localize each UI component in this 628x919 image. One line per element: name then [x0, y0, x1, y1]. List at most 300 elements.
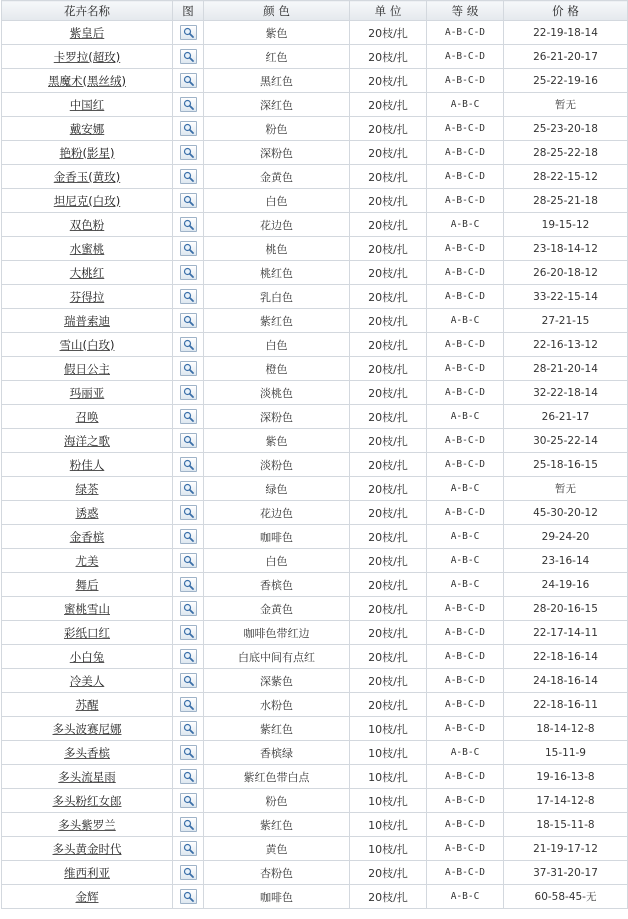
- magnifier-icon[interactable]: [180, 361, 197, 376]
- table-row: [2, 765, 628, 789]
- grade-cell: A-B-C-D: [427, 837, 504, 861]
- flower-name-cell: [2, 237, 173, 261]
- grade-cell: A-B-C-D: [427, 693, 504, 717]
- image-cell: [173, 573, 204, 597]
- flower-name-link[interactable]: 尤美: [75, 553, 99, 568]
- unit-cell: 20枝/扎: [350, 285, 427, 309]
- header-price: 价 格: [504, 1, 628, 21]
- magnifier-icon[interactable]: [180, 793, 197, 808]
- magnifier-icon[interactable]: [180, 865, 197, 880]
- price-cell: 28-21-20-14: [504, 357, 628, 381]
- color-cell: 紫红色带白点: [204, 765, 350, 789]
- image-cell: [173, 21, 204, 45]
- image-cell: [173, 765, 204, 789]
- flower-name-cell: [2, 93, 173, 117]
- unit-cell: 20枝/扎: [350, 93, 427, 117]
- table-row: [2, 741, 628, 765]
- image-cell: [173, 885, 204, 909]
- flower-name-link[interactable]: 多头波赛尼娜: [52, 721, 122, 736]
- flower-name-link[interactable]: 瑞普索迪: [64, 313, 110, 328]
- price-cell: 25-23-20-18: [504, 117, 628, 141]
- flower-name-link[interactable]: 金香槟: [69, 529, 105, 544]
- color-cell: 杏粉色: [204, 861, 350, 885]
- unit-cell: 10枝/扎: [350, 813, 427, 837]
- color-cell: 咖啡色: [204, 525, 350, 549]
- flower-name-cell: [2, 405, 173, 429]
- color-cell: 黑红色: [204, 69, 350, 93]
- grade-cell: A-B-C-D: [427, 645, 504, 669]
- color-cell: 黄色: [204, 837, 350, 861]
- price-cell: 26-21-17: [504, 405, 628, 429]
- flower-name-link[interactable]: 召唤: [75, 409, 99, 424]
- unit-cell: 20枝/扎: [350, 885, 427, 909]
- table-row: [2, 21, 628, 45]
- flower-name-cell: [2, 645, 173, 669]
- color-cell: 深紫色: [204, 669, 350, 693]
- flower-name-link[interactable]: 玛丽亚: [69, 385, 105, 400]
- magnifier-icon[interactable]: [180, 409, 197, 424]
- grade-cell: A-B-C-D: [427, 717, 504, 741]
- flower-name-link[interactable]: 戴安娜: [69, 121, 105, 136]
- image-cell: [173, 381, 204, 405]
- flower-name-link[interactable]: 多头黄金时代: [52, 841, 122, 856]
- price-cell: 32-22-18-14: [504, 381, 628, 405]
- image-cell: [173, 549, 204, 573]
- magnifier-icon[interactable]: [180, 169, 197, 184]
- unit-cell: 10枝/扎: [350, 789, 427, 813]
- image-cell: [173, 237, 204, 261]
- flower-name-cell: [2, 165, 173, 189]
- price-cell: 33-22-15-14: [504, 285, 628, 309]
- magnifier-icon[interactable]: [180, 241, 197, 256]
- flower-name-link[interactable]: 蜜桃雪山: [64, 601, 110, 616]
- flower-name-cell: [2, 693, 173, 717]
- color-cell: 紫色: [204, 429, 350, 453]
- unit-cell: 20枝/扎: [350, 141, 427, 165]
- price-cell: 26-20-18-12: [504, 261, 628, 285]
- grade-cell: A-B-C-D: [427, 813, 504, 837]
- color-cell: 桃红色: [204, 261, 350, 285]
- flower-name-link[interactable]: 多头紫罗兰: [58, 817, 116, 832]
- magnifier-icon[interactable]: [180, 433, 197, 448]
- table-row: [2, 69, 628, 93]
- image-cell: [173, 837, 204, 861]
- grade-cell: A-B-C: [427, 405, 504, 429]
- grade-cell: A-B-C: [427, 741, 504, 765]
- flower-name-cell: [2, 837, 173, 861]
- magnifier-icon[interactable]: [180, 745, 197, 760]
- grade-cell: A-B-C-D: [427, 141, 504, 165]
- flower-name-link[interactable]: 冷美人: [69, 673, 105, 688]
- table-row: [2, 141, 628, 165]
- flower-name-cell: [2, 309, 173, 333]
- flower-price-table: [1, 0, 628, 909]
- image-cell: [173, 597, 204, 621]
- magnifier-icon[interactable]: [180, 25, 197, 40]
- grade-cell: A-B-C-D: [427, 861, 504, 885]
- price-cell: 25-22-19-16: [504, 69, 628, 93]
- grade-cell: A-B-C-D: [427, 621, 504, 645]
- price-cell: 23-16-14: [504, 549, 628, 573]
- unit-cell: 20枝/扎: [350, 573, 427, 597]
- color-cell: 淡粉色: [204, 453, 350, 477]
- grade-cell: A-B-C-D: [427, 765, 504, 789]
- price-cell: 22-18-16-11: [504, 693, 628, 717]
- unit-cell: 20枝/扎: [350, 645, 427, 669]
- color-cell: 紫红色: [204, 813, 350, 837]
- table-row: [2, 285, 628, 309]
- flower-name-link[interactable]: 粉佳人: [69, 457, 105, 472]
- magnifier-icon[interactable]: [180, 841, 197, 856]
- price-cell: 29-24-20: [504, 525, 628, 549]
- price-cell: 27-21-15: [504, 309, 628, 333]
- image-cell: [173, 741, 204, 765]
- table-row: [2, 261, 628, 285]
- table-row: [2, 501, 628, 525]
- unit-cell: 10枝/扎: [350, 741, 427, 765]
- unit-cell: 20枝/扎: [350, 597, 427, 621]
- magnifier-icon[interactable]: [180, 265, 197, 280]
- table-row: [2, 549, 628, 573]
- magnifier-icon[interactable]: [180, 481, 197, 496]
- image-cell: [173, 669, 204, 693]
- price-cell: 24-18-16-14: [504, 669, 628, 693]
- price-cell: 28-25-22-18: [504, 141, 628, 165]
- table-row: [2, 357, 628, 381]
- image-cell: [173, 165, 204, 189]
- table-row: [2, 645, 628, 669]
- table-row: [2, 789, 628, 813]
- flower-name-link[interactable]: 绿茶: [75, 481, 99, 496]
- unit-cell: 20枝/扎: [350, 525, 427, 549]
- image-cell: [173, 69, 204, 93]
- unit-cell: 10枝/扎: [350, 717, 427, 741]
- image-cell: [173, 93, 204, 117]
- flower-name-cell: [2, 381, 173, 405]
- table-row: [2, 813, 628, 837]
- image-cell: [173, 45, 204, 69]
- color-cell: 花边色: [204, 213, 350, 237]
- color-cell: 香槟色: [204, 573, 350, 597]
- flower-name-link[interactable]: 雪山(白玫): [59, 337, 115, 352]
- flower-name-cell: [2, 21, 173, 45]
- image-cell: [173, 141, 204, 165]
- table-row: [2, 885, 628, 909]
- unit-cell: 20枝/扎: [350, 453, 427, 477]
- grade-cell: A-B-C-D: [427, 165, 504, 189]
- flower-name-cell: [2, 453, 173, 477]
- color-cell: 白色: [204, 189, 350, 213]
- flower-name-cell: [2, 717, 173, 741]
- flower-name-link[interactable]: 中国红: [69, 97, 105, 112]
- unit-cell: 20枝/扎: [350, 693, 427, 717]
- image-cell: [173, 429, 204, 453]
- flower-name-link[interactable]: 双色粉: [69, 217, 105, 232]
- grade-cell: A-B-C: [427, 573, 504, 597]
- grade-cell: A-B-C: [427, 93, 504, 117]
- unit-cell: 20枝/扎: [350, 117, 427, 141]
- flower-name-cell: [2, 213, 173, 237]
- magnifier-icon[interactable]: [180, 697, 197, 712]
- color-cell: 绿色: [204, 477, 350, 501]
- flower-name-link[interactable]: 大桃红: [69, 265, 105, 280]
- magnifier-icon[interactable]: [180, 217, 197, 232]
- flower-name-cell: [2, 141, 173, 165]
- flower-name-cell: [2, 45, 173, 69]
- image-cell: [173, 189, 204, 213]
- unit-cell: 20枝/扎: [350, 477, 427, 501]
- flower-name-cell: [2, 285, 173, 309]
- grade-cell: A-B-C: [427, 549, 504, 573]
- color-cell: 深红色: [204, 93, 350, 117]
- table-row: [2, 717, 628, 741]
- flower-name-cell: [2, 333, 173, 357]
- unit-cell: 20枝/扎: [350, 45, 427, 69]
- magnifier-icon[interactable]: [180, 73, 197, 88]
- magnifier-icon[interactable]: [180, 457, 197, 472]
- grade-cell: A-B-C-D: [427, 453, 504, 477]
- image-cell: [173, 333, 204, 357]
- table-row: [2, 405, 628, 429]
- price-cell: 暂无: [504, 477, 628, 501]
- color-cell: 金黄色: [204, 165, 350, 189]
- unit-cell: 20枝/扎: [350, 21, 427, 45]
- magnifier-icon[interactable]: [180, 49, 197, 64]
- price-cell: 17-14-12-8: [504, 789, 628, 813]
- magnifier-icon[interactable]: [180, 505, 197, 520]
- flower-name-cell: [2, 69, 173, 93]
- image-cell: [173, 621, 204, 645]
- magnifier-icon[interactable]: [180, 889, 197, 904]
- image-cell: [173, 525, 204, 549]
- unit-cell: 20枝/扎: [350, 165, 427, 189]
- grade-cell: A-B-C-D: [427, 357, 504, 381]
- unit-cell: 10枝/扎: [350, 765, 427, 789]
- table-row: [2, 573, 628, 597]
- color-cell: 水粉色: [204, 693, 350, 717]
- color-cell: 紫色: [204, 21, 350, 45]
- image-cell: [173, 645, 204, 669]
- table-row: [2, 333, 628, 357]
- table-row: [2, 381, 628, 405]
- color-cell: 粉色: [204, 117, 350, 141]
- magnifier-icon[interactable]: [180, 97, 197, 112]
- flower-name-link[interactable]: 苏醒: [75, 697, 99, 712]
- flower-name-link[interactable]: 海洋之歌: [64, 433, 110, 448]
- image-cell: [173, 813, 204, 837]
- flower-name-cell: [2, 861, 173, 885]
- flower-name-link[interactable]: 维西利亚: [64, 865, 110, 880]
- color-cell: 金黄色: [204, 597, 350, 621]
- magnifier-icon[interactable]: [180, 337, 197, 352]
- unit-cell: 20枝/扎: [350, 309, 427, 333]
- color-cell: 白色: [204, 549, 350, 573]
- header-image: 图: [173, 1, 204, 21]
- header-grade: 等 级: [427, 1, 504, 21]
- flower-name-cell: [2, 573, 173, 597]
- price-cell: 30-25-22-14: [504, 429, 628, 453]
- image-cell: [173, 861, 204, 885]
- flower-name-link[interactable]: 紫皇后: [69, 25, 105, 40]
- color-cell: 紫红色: [204, 309, 350, 333]
- flower-name-link[interactable]: 卡罗拉(超玫): [53, 49, 121, 64]
- unit-cell: 20枝/扎: [350, 213, 427, 237]
- magnifier-icon[interactable]: [180, 601, 197, 616]
- header-unit: 单 位: [350, 1, 427, 21]
- flower-name-link[interactable]: 诱惑: [75, 505, 99, 520]
- color-cell: 淡桃色: [204, 381, 350, 405]
- table-row: [2, 837, 628, 861]
- flower-name-link[interactable]: 黑魔术(黑丝绒): [48, 73, 126, 88]
- flower-name-link[interactable]: 多头香槟: [64, 745, 110, 760]
- grade-cell: A-B-C-D: [427, 117, 504, 141]
- flower-name-link[interactable]: 舞后: [75, 577, 99, 592]
- grade-cell: A-B-C-D: [427, 45, 504, 69]
- image-cell: [173, 693, 204, 717]
- flower-name-cell: [2, 597, 173, 621]
- magnifier-icon[interactable]: [180, 577, 197, 592]
- color-cell: 咖啡色带红边: [204, 621, 350, 645]
- grade-cell: A-B-C-D: [427, 21, 504, 45]
- magnifier-icon[interactable]: [180, 193, 197, 208]
- magnifier-icon[interactable]: [180, 649, 197, 664]
- table-row: [2, 597, 628, 621]
- price-cell: 28-22-15-12: [504, 165, 628, 189]
- table-row: [2, 165, 628, 189]
- unit-cell: 20枝/扎: [350, 405, 427, 429]
- color-cell: 橙色: [204, 357, 350, 381]
- flower-name-cell: [2, 813, 173, 837]
- flower-name-cell: [2, 621, 173, 645]
- grade-cell: A-B-C-D: [427, 381, 504, 405]
- flower-name-cell: [2, 189, 173, 213]
- flower-name-cell: [2, 477, 173, 501]
- flower-name-link[interactable]: 多头流星雨: [58, 769, 116, 784]
- image-cell: [173, 717, 204, 741]
- image-cell: [173, 261, 204, 285]
- flower-name-cell: [2, 357, 173, 381]
- flower-name-link[interactable]: 多头粉红女郎: [52, 793, 122, 808]
- flower-name-link[interactable]: 彩纸口红: [64, 625, 110, 640]
- unit-cell: 20枝/扎: [350, 549, 427, 573]
- table-row: [2, 453, 628, 477]
- price-cell: 25-18-16-15: [504, 453, 628, 477]
- flower-name-link[interactable]: 艳粉(影星): [59, 145, 115, 160]
- flower-name-link[interactable]: 坦尼克(白玫): [53, 193, 121, 208]
- grade-cell: A-B-C-D: [427, 237, 504, 261]
- unit-cell: 20枝/扎: [350, 861, 427, 885]
- price-cell: 23-18-14-12: [504, 237, 628, 261]
- image-cell: [173, 789, 204, 813]
- grade-cell: A-B-C: [427, 885, 504, 909]
- price-cell: 45-30-20-12: [504, 501, 628, 525]
- color-cell: 香槟绿: [204, 741, 350, 765]
- magnifier-icon[interactable]: [180, 385, 197, 400]
- image-cell: [173, 477, 204, 501]
- unit-cell: 20枝/扎: [350, 381, 427, 405]
- price-cell: 19-16-13-8: [504, 765, 628, 789]
- magnifier-icon[interactable]: [180, 529, 197, 544]
- flower-name-cell: [2, 885, 173, 909]
- table-row: [2, 693, 628, 717]
- price-cell: 60-58-45-无: [504, 885, 628, 909]
- flower-name-link[interactable]: 小白兔: [69, 649, 105, 664]
- price-cell: 22-17-14-11: [504, 621, 628, 645]
- unit-cell: 20枝/扎: [350, 621, 427, 645]
- price-cell: 18-15-11-8: [504, 813, 628, 837]
- flower-name-cell: [2, 765, 173, 789]
- color-cell: 花边色: [204, 501, 350, 525]
- unit-cell: 20枝/扎: [350, 261, 427, 285]
- price-cell: 21-19-17-12: [504, 837, 628, 861]
- magnifier-icon[interactable]: [180, 145, 197, 160]
- unit-cell: 20枝/扎: [350, 429, 427, 453]
- grade-cell: A-B-C-D: [427, 285, 504, 309]
- grade-cell: A-B-C-D: [427, 189, 504, 213]
- magnifier-icon[interactable]: [180, 673, 197, 688]
- color-cell: 咖啡色: [204, 885, 350, 909]
- table-body: [2, 21, 628, 909]
- flower-name-link[interactable]: 水蜜桃: [69, 241, 105, 256]
- image-cell: [173, 117, 204, 141]
- magnifier-icon[interactable]: [180, 121, 197, 136]
- price-cell: 22-16-13-12: [504, 333, 628, 357]
- magnifier-icon[interactable]: [180, 721, 197, 736]
- price-cell: 37-31-20-17: [504, 861, 628, 885]
- magnifier-icon[interactable]: [180, 553, 197, 568]
- table-row: [2, 429, 628, 453]
- unit-cell: 20枝/扎: [350, 189, 427, 213]
- table-row: [2, 117, 628, 141]
- image-cell: [173, 309, 204, 333]
- flower-name-cell: [2, 261, 173, 285]
- color-cell: 紫红色: [204, 717, 350, 741]
- flower-name-cell: [2, 549, 173, 573]
- magnifier-icon[interactable]: [180, 313, 197, 328]
- image-cell: [173, 285, 204, 309]
- magnifier-icon[interactable]: [180, 289, 197, 304]
- flower-name-link[interactable]: 芬得拉: [69, 289, 105, 304]
- table-row: [2, 525, 628, 549]
- magnifier-icon[interactable]: [180, 625, 197, 640]
- magnifier-icon[interactable]: [180, 769, 197, 784]
- flower-name-cell: [2, 429, 173, 453]
- table-row: [2, 309, 628, 333]
- table-row: [2, 621, 628, 645]
- flower-name-cell: [2, 501, 173, 525]
- flower-name-cell: [2, 525, 173, 549]
- image-cell: [173, 501, 204, 525]
- magnifier-icon[interactable]: [180, 817, 197, 832]
- image-cell: [173, 213, 204, 237]
- flower-name-link[interactable]: 金香玉(黄玫): [53, 169, 121, 184]
- price-cell: 22-19-18-14: [504, 21, 628, 45]
- price-cell: 19-15-12: [504, 213, 628, 237]
- table-row: [2, 477, 628, 501]
- price-cell: 15-11-9: [504, 741, 628, 765]
- grade-cell: A-B-C-D: [427, 501, 504, 525]
- flower-name-cell: [2, 741, 173, 765]
- flower-name-link[interactable]: 假日公主: [64, 361, 110, 376]
- unit-cell: 20枝/扎: [350, 357, 427, 381]
- color-cell: 深粉色: [204, 141, 350, 165]
- flower-name-cell: [2, 117, 173, 141]
- table-row: [2, 93, 628, 117]
- flower-name-link[interactable]: 金辉: [75, 889, 99, 904]
- grade-cell: A-B-C-D: [427, 789, 504, 813]
- price-cell: 26-21-20-17: [504, 45, 628, 69]
- table-row: [2, 669, 628, 693]
